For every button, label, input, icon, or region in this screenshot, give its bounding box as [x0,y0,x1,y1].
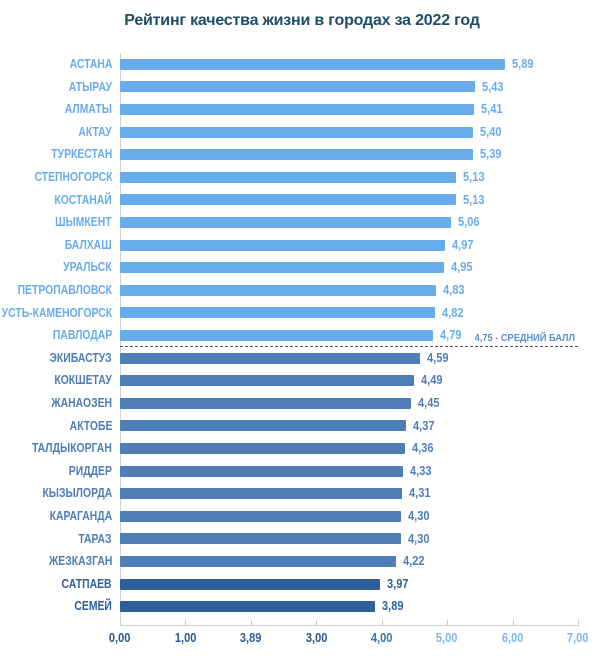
bar [120,81,475,92]
city-label: ЖЕЗКАЗГАН [48,553,112,569]
value-label: 5,39 [479,146,502,162]
city-label: ЖАНАОЗЕН [51,395,112,410]
chart-row [0,347,604,370]
x-axis-tick-label: 1,00 [174,630,197,645]
city-label: ЭКИБАСТУЗ [49,349,112,365]
city-label: АКТАУ [78,123,112,139]
x-axis-line [120,625,579,626]
value-label: 3,89 [381,598,404,614]
x-axis-tick-mark [578,620,579,625]
bar [120,443,405,454]
x-axis-tick-label: 0,00 [109,630,131,645]
value-label: 4,30 [408,530,430,546]
value-label: 4,30 [408,508,430,523]
chart-row [0,234,604,257]
chart-row [0,437,604,460]
city-label: АКТОБЕ [69,417,112,433]
x-axis-tick-label: 4,00 [370,630,393,645]
city-label: АСТАНА [69,56,112,71]
value-label: 5,40 [480,123,502,139]
chart-row [0,528,604,551]
city-label: ТАЛДЫКОРГАН [32,440,112,456]
chart-row [0,98,604,121]
city-label: КАРАГАНДА [49,508,112,523]
bar [120,511,401,522]
x-axis-tick-mark [382,620,383,625]
value-label: 5,13 [462,169,485,184]
city-label: ТУРКЕСТАН [50,146,112,162]
bar [120,466,403,477]
chart-row [0,121,604,144]
value-label: 4,22 [403,553,425,569]
chart-row [0,211,604,234]
city-label: УСТЬ-КАМЕНОГОРСК [1,304,112,320]
value-label: 3,97 [386,575,409,591]
city-label: ШЫМКЕНТ [55,214,112,230]
bar [120,59,505,70]
chart-row [0,415,604,438]
value-label: 5,89 [512,56,534,71]
chart-row [0,256,604,279]
average-dashed-line [120,346,578,347]
bar [120,104,474,115]
bar [120,149,473,160]
chart-row [0,505,604,528]
bar [120,398,411,409]
bar [120,488,402,499]
city-label: ПЕТРОПАВЛОВСК [17,282,112,297]
city-label: АТЫРАУ [68,78,112,94]
x-axis-tick-label: 7,00 [567,630,589,645]
value-label: 4,82 [442,304,464,320]
bar [120,127,473,138]
bar [120,353,420,364]
x-axis-tick-mark [447,620,448,625]
bar [120,194,456,205]
value-label: 5,06 [458,214,480,230]
chart-row [0,595,604,618]
x-axis-tick-mark [251,620,252,625]
value-label: 4,31 [408,485,431,501]
value-label: 4,97 [452,236,474,252]
value-label: 4,83 [443,282,465,297]
x-axis-tick-mark [513,620,514,625]
chart-row [0,143,604,166]
chart-row [0,482,604,505]
value-label: 4,59 [427,349,449,365]
value-label: 5,43 [482,78,504,94]
city-label: АЛМАТЫ [64,101,112,117]
chart-row [0,369,604,392]
bar [120,240,445,251]
bar [120,217,451,228]
city-label: СТЕПНОГОРСК [34,169,112,184]
city-label: КЫЗЫЛОРДА [42,485,112,501]
value-label: 4,79 [440,327,462,343]
city-label: КОСТАНАЙ [54,191,112,207]
chart-row [0,460,604,483]
bar [120,375,414,386]
chart-row [0,279,604,302]
x-axis-tick-label: 5,00 [436,630,458,645]
bar [120,533,401,544]
city-label: САТПАЕВ [61,575,112,591]
chart-row [0,76,604,99]
bar [120,262,444,273]
value-label: 4,36 [412,440,434,456]
bar [120,579,380,590]
bar [120,330,433,341]
chart-row [0,550,604,573]
value-label: 4,45 [418,395,440,410]
value-label: 4,33 [410,462,432,478]
bar [120,420,406,431]
city-label: БАЛХАШ [65,236,112,252]
x-axis-tick-label: 6,00 [501,630,524,645]
city-label: ПАВЛОДАР [52,327,112,343]
value-label: 5,41 [480,101,503,117]
chart-title: Рейтинг качества жизни в городах за 2022 год [124,12,480,29]
value-label: 4,49 [420,372,443,388]
bar [120,172,456,183]
city-label: ТАРАЗ [78,530,112,546]
city-label: КОКШЕТАУ [54,372,112,388]
bar [120,307,435,318]
city-label: УРАЛЬСК [63,259,112,275]
value-label: 5,13 [462,191,485,207]
city-label: РИДДЕР [68,462,112,478]
average-score-annotation-text: 4,75 - СРЕДНИЙ БАЛЛ [474,332,575,344]
bar [120,285,436,296]
x-axis-tick-mark [120,620,121,625]
chart-row [0,189,604,212]
city-label: СЕМЕЙ [74,598,112,614]
chart-row [0,302,604,325]
x-axis-tick-mark [316,620,317,625]
bar [120,601,375,612]
bar [120,556,396,567]
x-axis-tick-mark [185,620,186,625]
x-axis-tick-label: 3,89 [240,630,262,645]
chart-row [0,53,604,76]
value-label: 4,95 [450,259,473,275]
chart-row [0,166,604,189]
value-label: 4,37 [412,417,435,433]
chart-row [0,573,604,596]
chart-row [0,392,604,415]
average-score-annotation [461,331,575,345]
x-axis-tick-label: 3,00 [305,630,328,645]
